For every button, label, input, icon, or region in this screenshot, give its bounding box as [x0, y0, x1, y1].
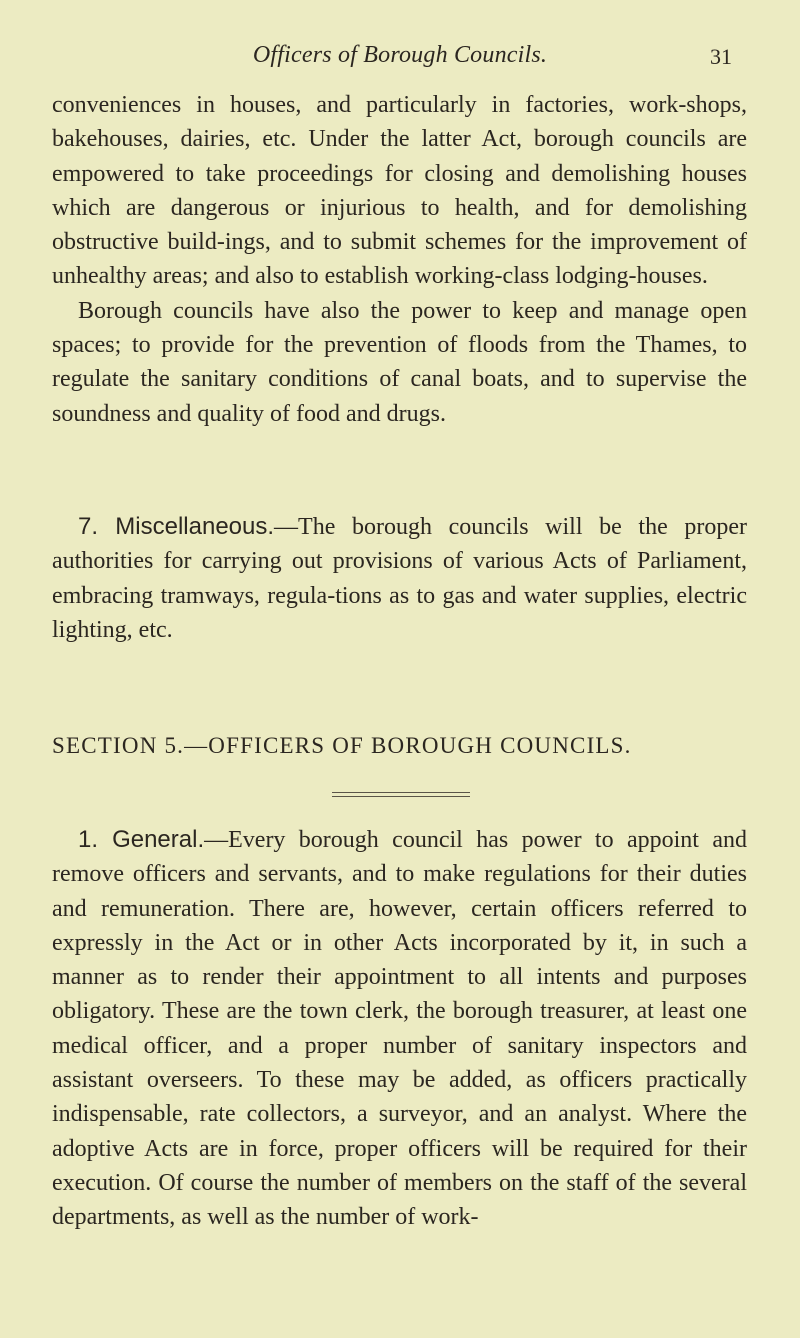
page-number: 31 — [710, 44, 732, 69]
miscellaneous-section — [52, 510, 747, 647]
general-heading: 1. General. — [78, 826, 205, 853]
opening-text — [52, 88, 747, 431]
section-heading: SECTION 5.—OFFICERS OF BOROUGH COUNCILS. — [52, 733, 632, 758]
miscellaneous-heading: 7. Miscellaneous. — [78, 513, 275, 540]
paragraph-general — [52, 823, 747, 1235]
general-text: —Every borough council has power to appoint and remove officers and servants, and to make regulations for their duties and remuneration. There are, however, certain officers referred to expressly in the Act or in other Acts incorporated by it, in such a manner as to render their appointment to all intents and purposes obligatory. These are the town clerk, the borough treasurer, at least one medical officer, and a proper number of sanitary inspectors and assistant overseers. To these may be added, as officers practically indispensable, rate collectors, a surveyor, and an analyst. Where the adoptive Acts are in force, proper officers will be required for their execution. Of course the number of members on the staff of the several departments, as well as the number of work- — [52, 827, 748, 1231]
running-head-title: Officers of Borough Councils. — [252, 42, 548, 68]
miscellaneous-text: —The borough councils will be the proper authorities for carrying out provisions of various Acts of Parliament, embracing tramways, regula-tions as to gas and water supplies, electric lighting, etc. — [52, 514, 747, 643]
paragraph-conveniences: conveniences in houses, and particularly in factories, work-shops, bakehouses, dairies, etc. Under the latter Act, borough councils are empowered to take proceedings for closing and demolishing houses which are dangerous or injurious to health, and for demolishing obstructive build-ings, and to submit schemes for the improvement of unhealthy areas; and also to establish working-class lodging-houses. — [52, 92, 747, 290]
paragraph-miscellaneous — [52, 510, 747, 647]
paragraph-open-spaces: Borough councils have also the power to keep and manage open spaces; to provide for the prevention of floods from the Thames, to regulate the sanitary conditions of canal boats, and to supervise the soundness and quality of food and drugs. — [52, 297, 747, 427]
general-section — [52, 823, 747, 1235]
running-header — [60, 40, 740, 80]
section-divider-bottom — [332, 796, 470, 797]
section-divider-top — [332, 792, 470, 793]
